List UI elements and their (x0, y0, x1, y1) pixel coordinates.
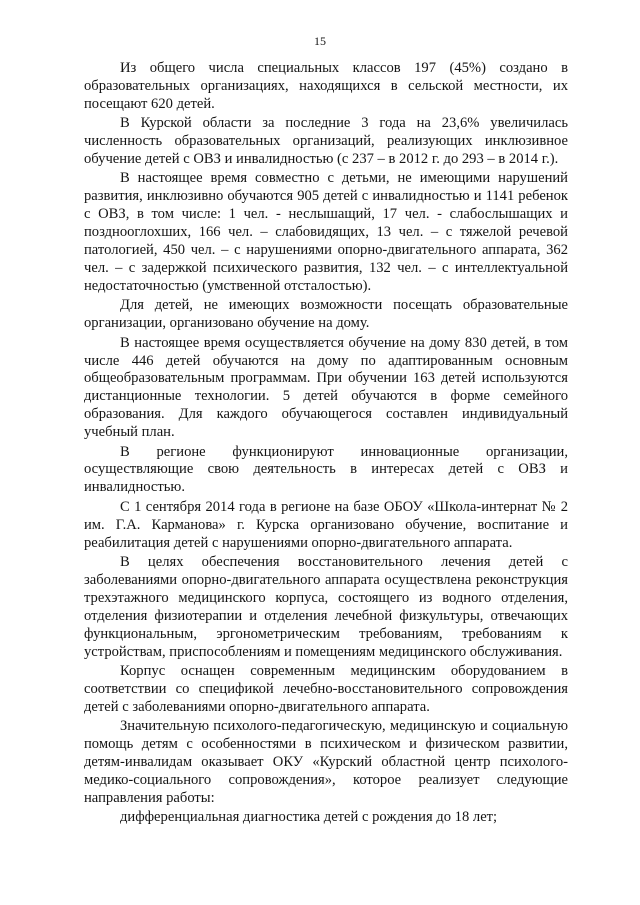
paragraph-boarding-school: С 1 сентября 2014 года в регионе на базе ОБОУ «Школа-интернат № 2 им. Г.А. Карманова» г. Курска организовано обучение, воспитание и реабилитация детей с нарушениями опорно-двигательного аппарата. (84, 498, 568, 551)
paragraph-diagnostics-item: дифференциальная диагностика детей с рождения до 18 лет; (120, 809, 498, 826)
paragraph-home-education: Для детей, не имеющих возможности посещать образовательные организации, организовано обучение на дому. (84, 297, 568, 332)
paragraph-medical-building: В целях обеспечения восстановительного лечения детей с заболеваниями опорно-двигательного аппарата осуществлена реконструкция трехэтажного медицинского корпуса, состоящего из водного отделения, отделения физиотерапии и отделения лечебной физкультуры, отвечающих функциональным, эргонометрическим требованиям, требованиям к устройствам, приспособлениям и помещениям медицинского обслуживания. (84, 553, 568, 660)
paragraph-inclusive-growth: В Курской области за последние 3 года на 23,6% увеличилась численность образовательных организаций, реализующих инклюзивное обучение детей с ОВЗ и инвалидностью (с 237 – в 2012 г. до 293 – в 2014 г.). (84, 115, 568, 168)
paragraph-equipment: Корпус оснащен современным медицинским оборудованием в соответствии со спецификой лечебно-восстановительного сопровождения детей с заболеваниями опорно-двигательного аппарата. (84, 662, 568, 715)
paragraph-support-center: Значительную психолого-педагогическую, медицинскую и социальную помощь детям с особенностями в психическом и физическом развитии, детям-инвалидам оказывает ОКУ «Курский областной центр психолого-медико-социального сопровождения», которое реализует следующие направления работы: (84, 718, 568, 806)
document-body (84, 60, 568, 829)
paragraph-special-classes: Из общего числа специальных классов 197 (45%) создано в образовательных организациях, находящихся в сельской местности, их посещают 620 детей. (84, 60, 568, 112)
paragraph-innovative-organizations: В регионе функционируют инновационные организации, осуществляющие свою деятельность в интересах детей с ОВЗ и инвалидностью. (84, 443, 568, 496)
page-number: 15 (314, 34, 326, 48)
paragraph-home-education-stats: В настоящее время осуществляется обучение на дому 830 детей, в том числе 446 детей обучаются на дому по адаптированным основным общеобразовательным программам. При обучении 163 детей используются дистанционные технологии. 5 детей обучаются в форме семейного образования. Для каждого обучающегося составлен индивидуальный учебный план. (84, 334, 568, 441)
paragraph-inclusive-students: В настоящее время совместно с детьми, не имеющими нарушений развития, инклюзивно обучаются 905 детей с инвалидностью и 1141 ребенок с ОВЗ, в том числе: 1 чел. - неслышащий, 17 чел. - слабослышащих и позднооглохших, 166 чел. – слабовидящих, 13 чел. – с тяжелой речевой патологией, 450 чел. – с нарушениями опорно-двигательного аппарата, 362 чел. – с задержкой психического развития, 132 чел. – с интеллектуальной недостаточностью (умственной отсталостью). (84, 170, 568, 294)
